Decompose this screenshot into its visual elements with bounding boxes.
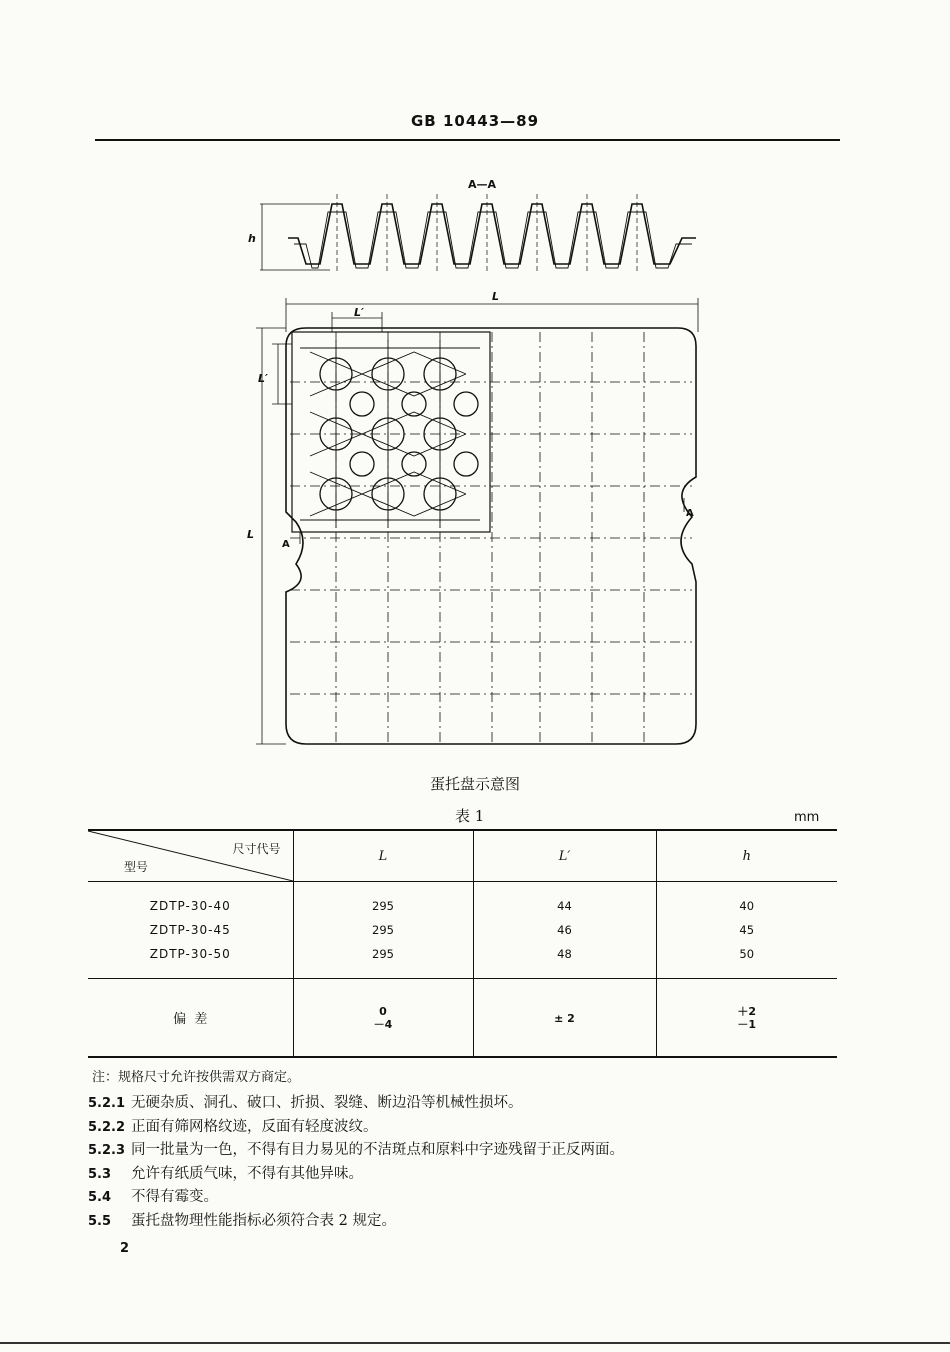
clause-list [88,1091,624,1232]
clause-number: 5.4 [88,1190,112,1205]
dim-L-side-label: L [247,528,255,541]
clause-item [88,1091,624,1115]
L-value: 295 [372,899,394,913]
dim-h-label: h [248,232,256,245]
dim-Lprime-side-label: L′ [258,372,268,385]
dimension-L-top [286,290,698,332]
h-value: 40 [739,899,755,913]
Lprime-deviation-cell [473,979,656,1058]
model-name: ZDTP-30-50 [149,947,231,961]
dimension-h [248,204,330,270]
h-dev-upper: ＋2 [737,1004,757,1018]
table-unit: mm [794,810,820,825]
figure-caption: 蛋托盘示意图 [429,775,520,793]
model-name: ZDTP-30-45 [149,923,231,937]
table-header-row [88,830,837,882]
dimension-Lprime-side [258,344,292,404]
clause-item [88,1185,624,1209]
clause-number: 5.5 [88,1213,112,1229]
clause-number: 5.2.2 [88,1119,126,1135]
deviation-row [88,979,837,1058]
dim-L-top-label: L [492,290,500,303]
table-note: 注：规格尺寸允许按供需双方商定。 [92,1070,301,1085]
table-title: 表 1 [455,807,485,825]
h-value: 50 [739,947,755,961]
section-profile [288,204,696,268]
col-Lprime-header: L′ [558,848,571,864]
Lprime-value: 44 [557,899,572,913]
clause-text: 允许有纸质气味，不得有其他异味。 [131,1165,363,1182]
L-deviation-cell [293,979,473,1058]
clause-item [88,1209,624,1233]
cut-mark-left: A [282,539,290,550]
Lprime-value: 46 [557,923,572,937]
L-values-cell [293,882,473,979]
diagonal-header-cell [88,830,293,882]
Lprime-value: 48 [557,947,572,961]
col-h-header: h [742,848,751,864]
clause-item [88,1115,624,1139]
Lprime-dev: ± 2 [554,1011,575,1025]
clause-item [88,1138,624,1162]
h-value: 45 [739,923,755,937]
L-dev-upper: 0 [379,1004,387,1018]
h-dev-lower: －1 [737,1017,757,1031]
cut-mark-right: A [686,508,694,519]
dim-Lprime-top-label: L′ [354,306,364,319]
dimension-L-side [247,328,286,744]
section-label: A—A [468,178,497,191]
h-values-cell [656,882,837,979]
model-name: ZDTP-30-40 [149,899,231,913]
deviation-label: 偏 差 [88,979,293,1058]
Lprime-values-cell [473,882,656,979]
table-data-row [88,882,837,979]
L-value: 295 [372,947,394,961]
clause-item [88,1162,624,1186]
section-cut-marks [282,498,694,550]
L-value: 295 [372,923,394,937]
spec-table [88,829,837,1058]
model-cell [88,882,293,979]
standard-code-header: GB 10443—89 [410,112,540,130]
egg-tray-diagram [240,172,710,752]
dim-code-header: 尺寸代号 [232,842,281,856]
clause-text: 正面有筛网格纹迹，反面有轻度波纹。 [131,1118,378,1135]
clause-number: 5.2.3 [88,1143,126,1158]
bottom-rule [0,1342,950,1344]
tray-grid [290,332,692,742]
clause-number: 5.3 [88,1166,112,1182]
header-rule [95,139,840,141]
clause-number: 5.2.1 [88,1096,126,1111]
page-number: 2 [120,1241,130,1256]
clause-text: 同一批量为一色，不得有目力易见的不洁斑点和原料中字迹残留于正反两面。 [131,1142,624,1158]
h-deviation-cell [656,979,837,1058]
model-header: 型号 [124,860,149,874]
clause-text: 无硬杂质、洞孔、破口、折损、裂缝、断边沿等机械性损坏。 [131,1095,523,1111]
clause-text: 蛋托盘物理性能指标必须符合表 2 规定。 [131,1212,396,1229]
cell-pattern [292,332,490,532]
col-L-header: L [378,848,388,864]
tray-outline [286,328,696,744]
clause-text: 不得有霉变。 [131,1189,218,1205]
L-dev-lower: －4 [373,1017,393,1031]
